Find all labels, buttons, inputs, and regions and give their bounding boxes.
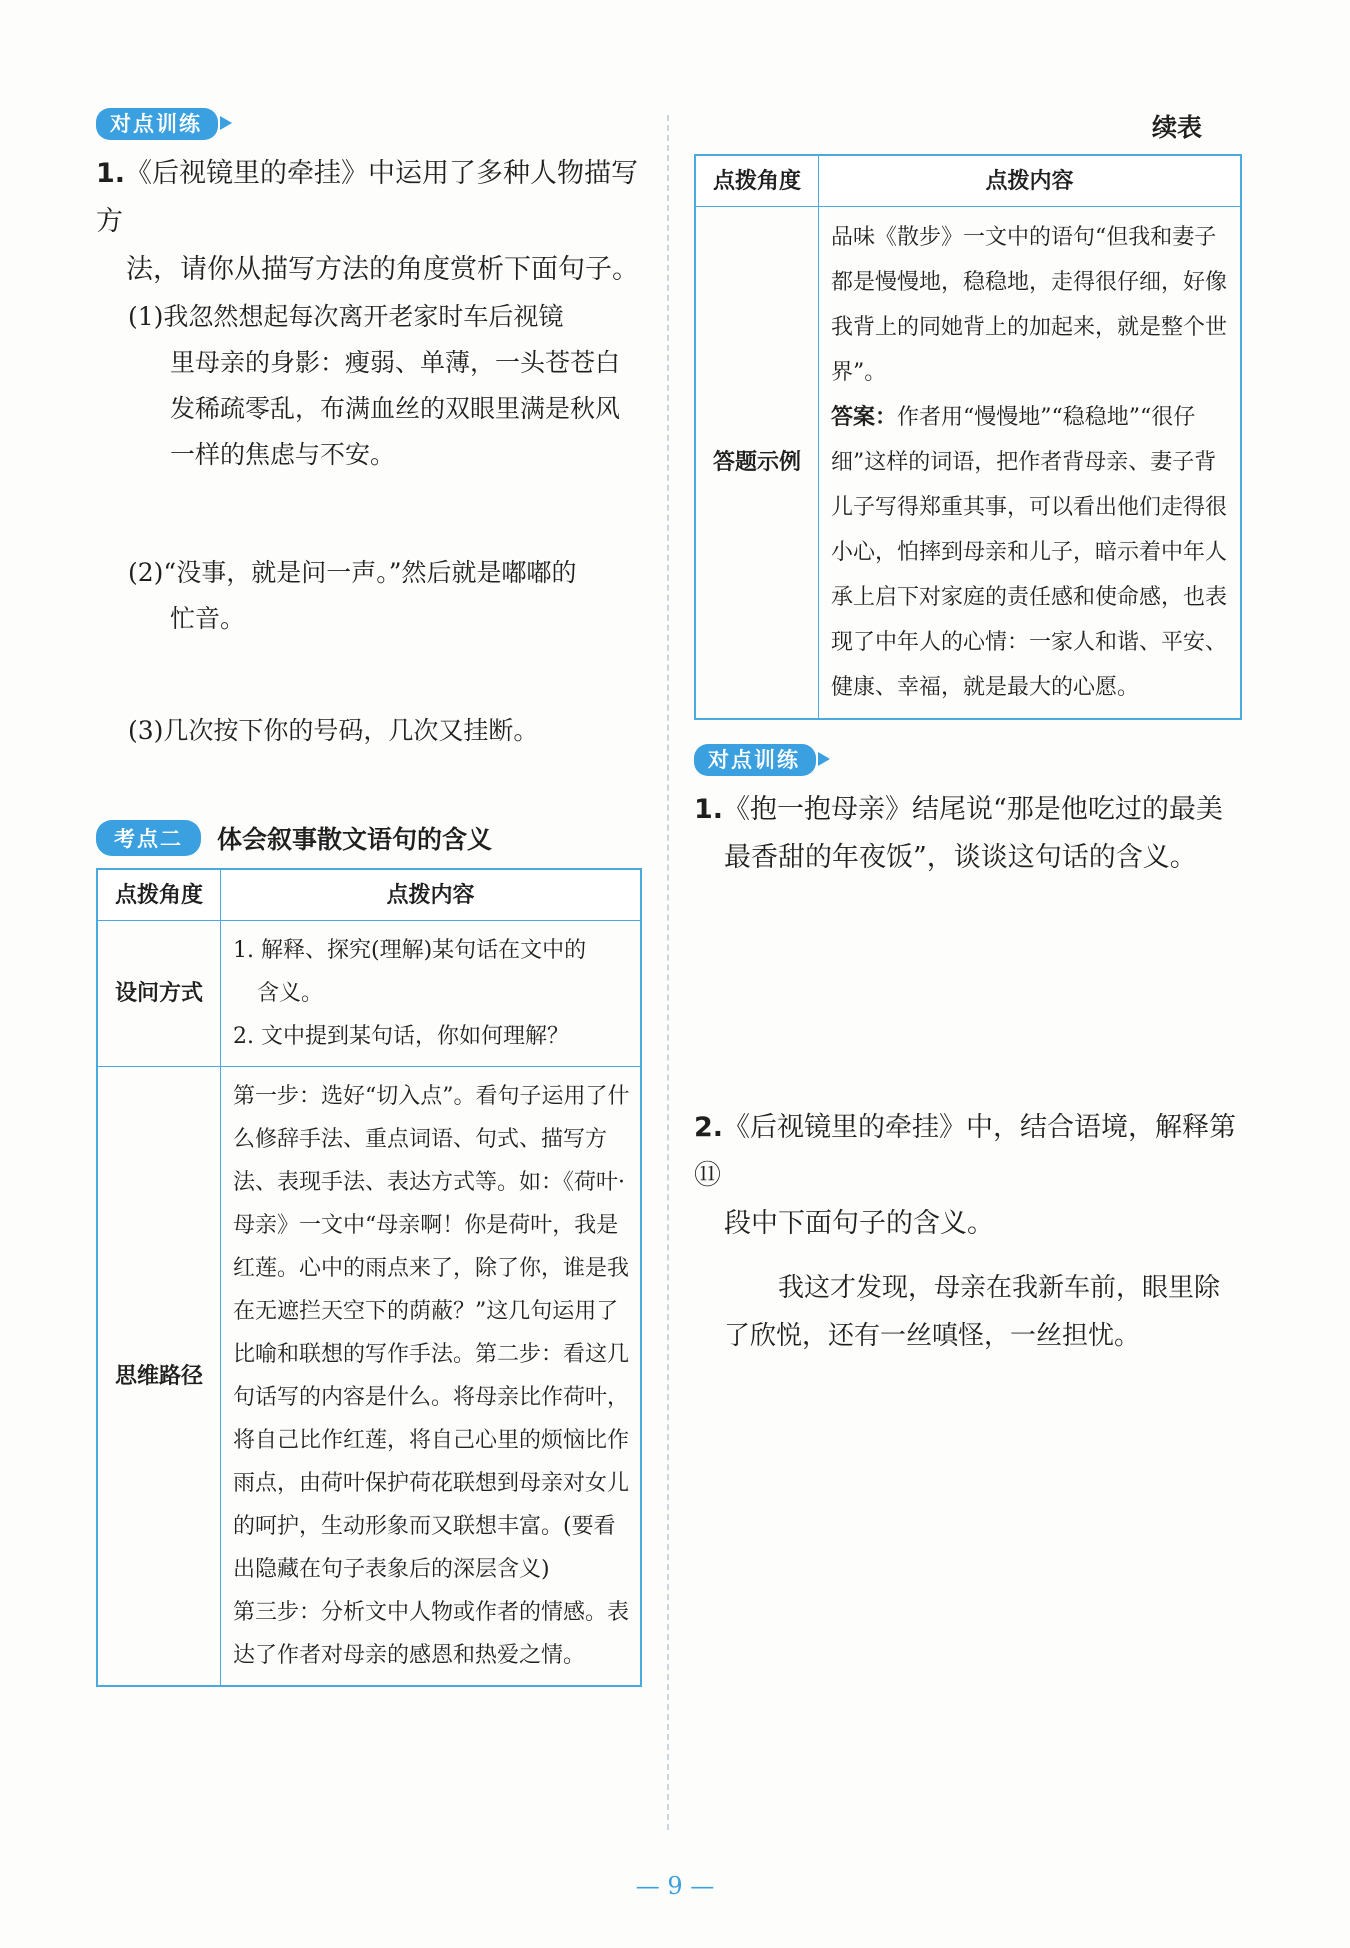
sub-number: (2) xyxy=(128,558,164,587)
row-label: 设问方式 xyxy=(97,921,221,1067)
tips-table-right xyxy=(694,154,1242,720)
sub-text-rest: 忙音。 xyxy=(170,604,246,633)
sub-question-2 xyxy=(96,550,642,642)
question-number: 1. xyxy=(96,158,126,189)
kaodian-title: 体会叙事散文语句的含义 xyxy=(217,825,493,854)
question-number: 2. xyxy=(694,1112,724,1143)
practice-badge xyxy=(694,744,1242,776)
item-2: 2. 文中提到某句话，你如何理解？ xyxy=(233,1024,569,1049)
question-1 xyxy=(96,150,642,294)
table-header-content: 点拨内容 xyxy=(819,155,1242,207)
sub-text-line1: 几次按下你的号码，几次又挂断。 xyxy=(163,716,539,745)
practice-badge xyxy=(96,108,642,140)
sub-question-1 xyxy=(96,294,642,478)
left-column xyxy=(96,108,642,1687)
practice-badge-label: 对点训练 xyxy=(694,744,816,776)
sub-text-rest: 里母亲的身影：瘦弱、单薄，一头苍苍白发稀疏零乱，布满血丝的双眼里满是秋风一样的焦虑与不安。 xyxy=(170,348,621,469)
question-2 xyxy=(694,1104,1242,1248)
continued-table-label: 续表 xyxy=(1151,113,1202,142)
row-content xyxy=(221,921,642,1067)
item-1-line1: 1. 解释、探究(理解)某句话在文中的 xyxy=(233,938,587,963)
question-text-line2: 最香甜的年夜饭”，谈谈这句话的含义。 xyxy=(724,842,1197,873)
thinking-step-3: 第三步：分析文中人物或作者的情感。表达了作者对母亲的感恩和热爱之情。 xyxy=(233,1600,630,1668)
table-header-angle: 点拨角度 xyxy=(97,869,221,921)
question-number: 1. xyxy=(694,794,724,825)
right-column xyxy=(694,108,1242,1360)
question-text-line2: 法，请你从描写方法的角度赏析下面句子。 xyxy=(126,254,639,285)
question-text-line1: 《抱一抱母亲》结尾说“那是他吃过的最美 xyxy=(723,794,1223,825)
thinking-steps: 第一步：选好“切入点”。看句子运用了什么修辞手法、重点词语、句式、描写方法、表现手法、表达方式等。如：《荷叶·母亲》一文中“母亲啊！你是荷叶，我是红莲。心中的雨点来了，除了你，谁是我在无遮拦天空下的荫蔽？”这几句运用了比喻和联想的写作手法。第二步：看这几句话写的内容是什么。将母亲比作荷叶，将自己比作红莲，将自己心里的烦恼比作雨点，由荷叶保护荷花联想到母亲对女儿的呵护，生动形象而又联想丰富。(要看出隐藏在句子表象后的深层含义) xyxy=(233,1084,630,1582)
answer-label: 答案： xyxy=(831,405,898,430)
answer-text: 作者用“慢慢地”“稳稳地”“很仔细”这样的词语，把作者背母亲、妻子背儿子写得郑重其事，可以看出他们走得很小心，怕摔到母亲和儿子，暗示着中年人承上启下对家庭的责任感和使命感，也表现了中年人的心情：一家人和谐、平安、健康、幸福，就是最大的心愿。 xyxy=(831,405,1228,700)
table-row xyxy=(97,921,641,1067)
item-1-line2: 含义。 xyxy=(257,981,324,1006)
sub-question-3 xyxy=(96,708,642,754)
question-text-line1: 《后视镜里的牵挂》中，结合语境，解释第⑪ xyxy=(694,1112,1237,1191)
row-label: 思维路径 xyxy=(97,1067,221,1687)
quoted-sentence: 我这才发现，母亲在我新车前，眼里除了欣悦，还有一丝嗔怪，一丝担忧。 xyxy=(724,1273,1221,1351)
answer-block xyxy=(831,395,1230,710)
table-header-row xyxy=(97,869,641,921)
practice-badge-label: 对点训练 xyxy=(96,108,218,140)
sub-number: (1) xyxy=(128,302,164,331)
question-text-line1: 《后视镜里的牵挂》中运用了多种人物描写方 xyxy=(96,158,639,237)
kaodian-heading xyxy=(96,820,642,856)
table-header-content: 点拨内容 xyxy=(221,869,642,921)
kaodian-badge: 考点二 xyxy=(96,820,201,856)
table-row xyxy=(97,1067,641,1687)
sub-text-line1: “没事，就是问一声。”然后就是嘟嘟的 xyxy=(163,558,577,587)
table-header-angle: 点拨角度 xyxy=(695,155,819,207)
row-content xyxy=(221,1067,642,1687)
sub-number: (3) xyxy=(128,716,164,745)
sub-text-line1: 我忽然想起每次离开老家时车后视镜 xyxy=(163,302,564,331)
table-header-row xyxy=(695,155,1241,207)
question-text-line2: 段中下面句子的含义。 xyxy=(724,1208,994,1239)
table-row xyxy=(695,207,1241,720)
tips-table-left xyxy=(96,868,642,1687)
row-content xyxy=(819,207,1242,720)
question-1 xyxy=(694,786,1242,882)
column-divider xyxy=(667,115,669,1830)
example-prompt: 品味《散步》一文中的语句“但我和妻子都是慢慢地，稳稳地，走得很仔细，好像我背上的同她背上的加起来，就是整个世界”。 xyxy=(831,225,1228,385)
page-number: — 9 — xyxy=(635,1872,715,1900)
row-label: 答题示例 xyxy=(695,207,819,720)
